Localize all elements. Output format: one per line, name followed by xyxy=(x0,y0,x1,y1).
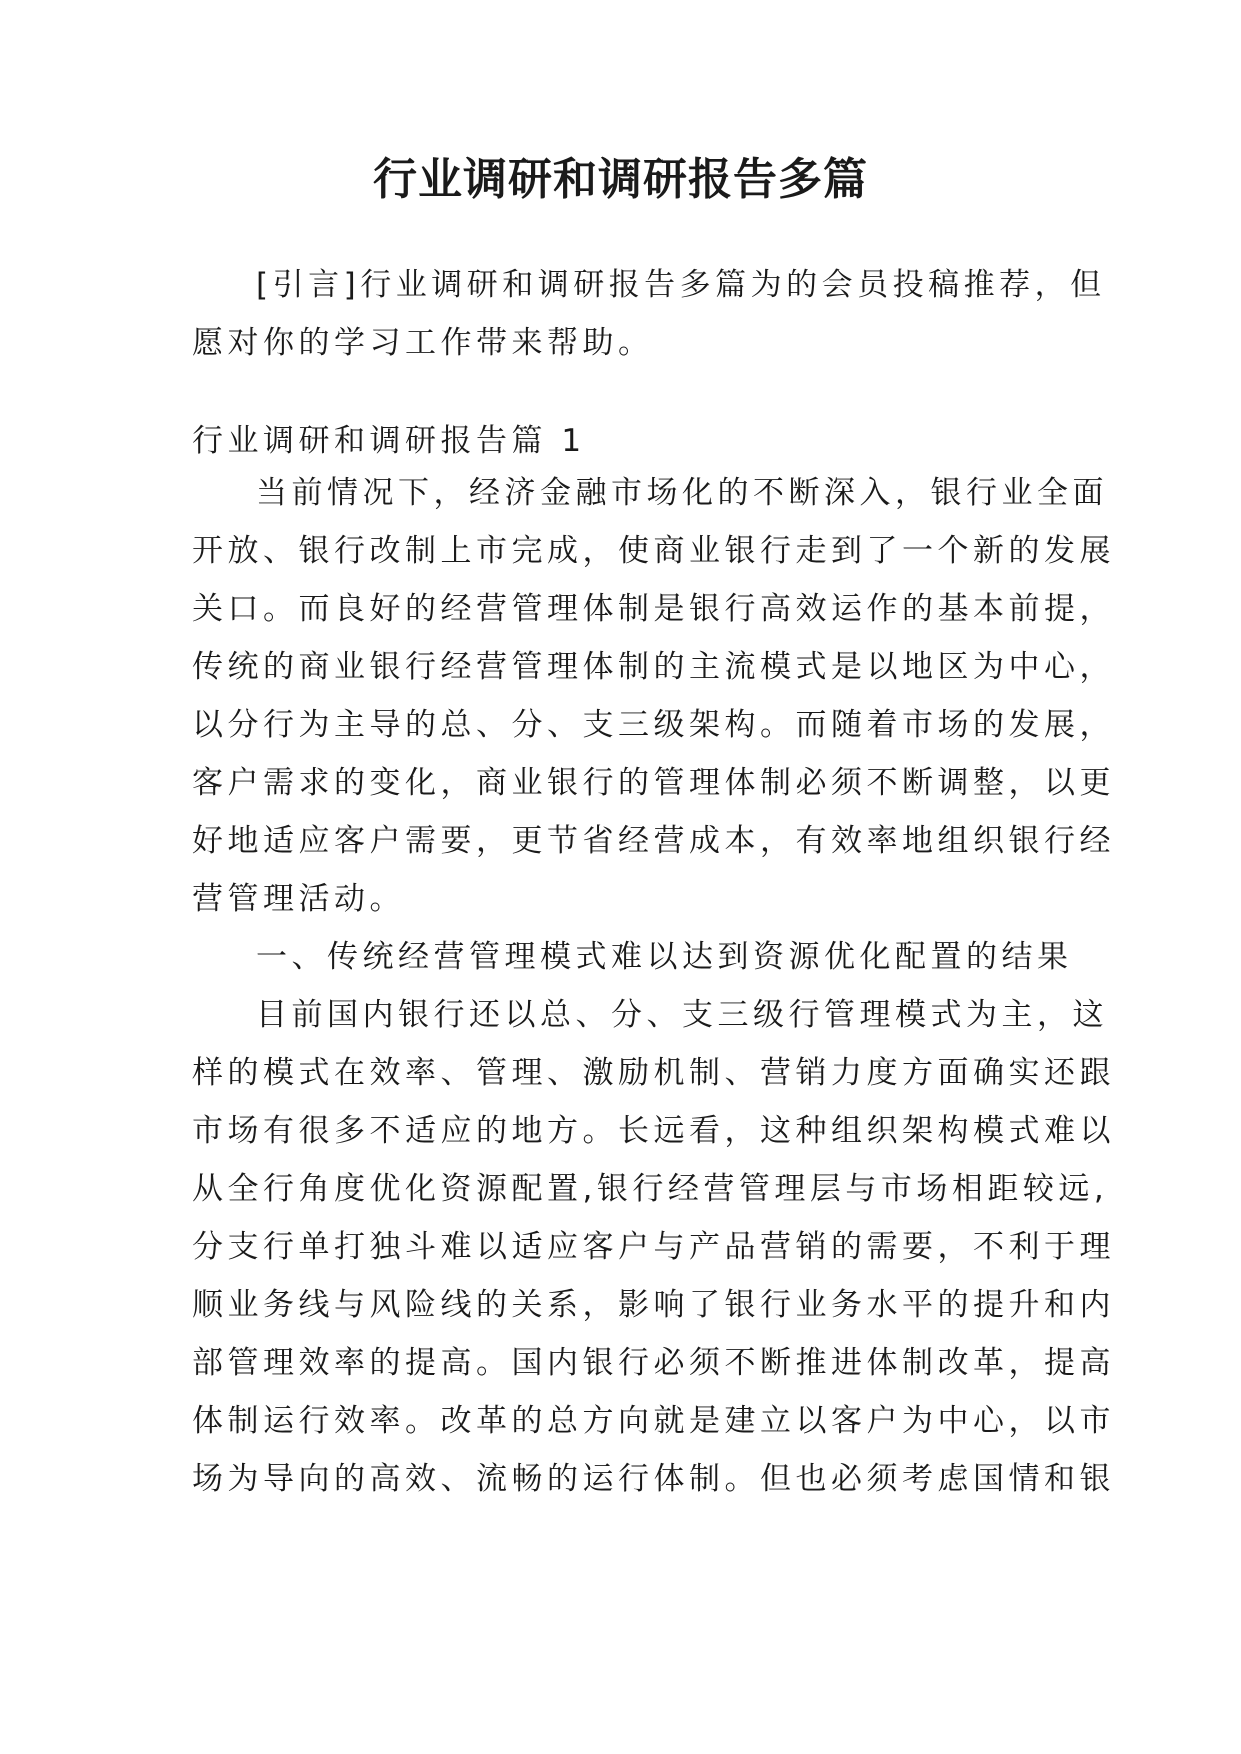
intro-line: 愿对你的学习工作带来帮助。 xyxy=(192,325,654,361)
paragraph-line: 分支行单打独斗难以适应客户与产品营销的需要，不利于理 xyxy=(192,1229,1115,1265)
paragraph-line: 关口。而良好的经营管理体制是银行高效运作的基本前提， xyxy=(192,591,1115,627)
paragraph-line: 当前情况下，经济金融市场化的不断深入，银行业全面 xyxy=(256,475,1108,511)
paragraph-line: 顺业务线与风险线的关系，影响了银行业务水平的提升和内 xyxy=(192,1287,1115,1323)
paragraph-line: 场为导向的高效、流畅的运行体制。但也必须考虑国情和银 xyxy=(192,1461,1115,1497)
paragraph-line: 市场有很多不适应的地方。长远看，这种组织架构模式难以 xyxy=(192,1113,1115,1149)
paragraph-line: 开放、银行改制上市完成，使商业银行走到了一个新的发展 xyxy=(192,533,1115,569)
paragraph-line: 传统的商业银行经营管理体制的主流模式是以地区为中心， xyxy=(192,649,1115,685)
paragraph-line: 部管理效率的提高。国内银行必须不断推进体制改革，提高 xyxy=(192,1345,1115,1381)
paragraph-line: 以分行为主导的总、分、支三级架构。而随着市场的发展， xyxy=(192,707,1115,743)
subheading: 一、传统经营管理模式难以达到资源优化配置的结果 xyxy=(256,939,1073,975)
section-heading: 行业调研和调研报告篇 1 xyxy=(192,423,586,459)
document-title: 行业调研和调研报告多篇 xyxy=(373,154,868,205)
paragraph-line: 体制运行效率。改革的总方向就是建立以客户为中心，以市 xyxy=(192,1403,1115,1439)
paragraph-line: 营管理活动。 xyxy=(192,881,405,917)
paragraph-line: 从全行角度优化资源配置,银行经营管理层与市场相距较远, xyxy=(192,1171,1109,1207)
paragraph-line: 样的模式在效率、管理、激励机制、营销力度方面确实还跟 xyxy=(192,1055,1115,1091)
intro-line: [引言]行业调研和调研报告多篇为的会员投稿推荐，但 xyxy=(256,267,1106,303)
paragraph-line: 客户需求的变化，商业银行的管理体制必须不断调整，以更 xyxy=(192,765,1115,801)
paragraph-line: 目前国内银行还以总、分、支三级行管理模式为主，这 xyxy=(256,997,1108,1033)
paragraph-line: 好地适应客户需要，更节省经营成本，有效率地组织银行经 xyxy=(192,823,1115,859)
